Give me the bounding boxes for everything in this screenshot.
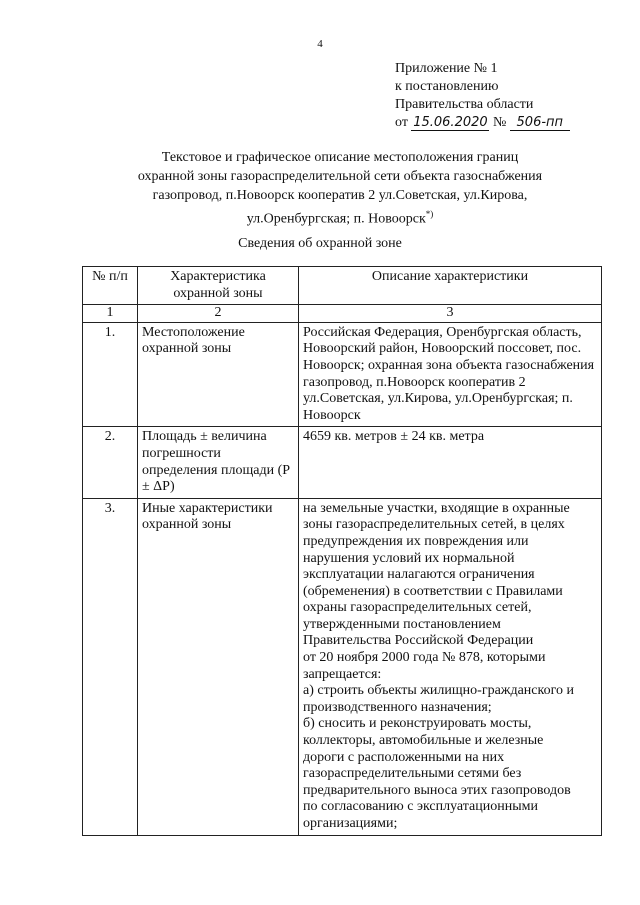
row-3-line: предупреждения их повреждения или [303,533,529,549]
column-number-3: 3 [299,305,602,323]
header-characteristic: Характеристика охранной зоны [138,267,299,305]
row-3-line: б) сносить и реконструировать мосты, [303,716,532,732]
table-row [83,427,602,498]
row-3-line: на земельные участки, входящие в охранные [303,500,570,516]
row-3-line: охраны газораспределительных сетей, [303,600,532,616]
row-3-characteristic: Иные характеристики охранной зоны [138,498,299,835]
appendix-line-1: Приложение № 1 [395,61,498,76]
row-3-line: нарушения условий их нормальной [303,550,515,566]
row-3-line: газораспределительными сетями без [303,766,522,782]
row-3-description [299,498,602,835]
row-3-line: а) строить объекты жилищно-гражданского и [303,683,574,699]
title-line-4 [60,205,620,229]
header-description: Описание характеристики [299,267,602,305]
date-prefix: от [395,115,408,130]
row-2-num: 2. [83,427,138,498]
title-line-3: газопровод, п.Новоорск кооператив 2 ул.Советская, ул.Кирова, [152,188,528,203]
appendix-line-3: Правительства области [395,97,534,112]
row-3-line: по согласованию с эксплуатационными [303,799,538,815]
header-num: № п/п [83,267,138,305]
row-3-line: запрещается: [303,666,382,682]
row-3-line: от 20 ноября 2000 года № 878, которыми [303,650,546,666]
zone-info-table [82,266,602,836]
document-title [60,148,620,229]
footnote-mark: *) [425,209,434,219]
table-row [83,498,602,835]
appendix-block [395,60,570,132]
page-number: 4 [317,38,323,50]
section-title: Сведения об охранной зоне [238,236,402,251]
row-3-line: предварительного выноса этих газопроводов [303,782,571,798]
row-2-characteristic: Площадь ± величина погрешности определения площади (P ± ΔP) [138,427,299,498]
row-3-line: производственного назначения; [303,699,492,715]
row-3-line: эксплуатации налагаются ограничения [303,567,535,583]
row-2-description: 4659 кв. метров ± 24 кв. метра [299,427,602,498]
row-3-line: зоны газораспределительных сетей, в целях [303,517,565,533]
title-line-4-text: ул.Оренбургская; п. Новоорск [246,211,426,227]
title-line-2: охранной зоны газораспределительной сети объекта газоснабжения [137,169,543,184]
table-header-row [83,267,602,305]
handwritten-number: 506-пп [510,116,570,131]
row-3-line: Правительства Российской Федерации [303,633,534,649]
row-1-description: Российская Федерация, Оренбургская область, Новоорский район, Новоорский поссовет, пос. Новоорск; охранная зона объекта газоснабжения газопровод, п.Новоорск кооператив 2 ул.Советская, ул.Кирова, ул.Оренбургская; п. Новоорск [299,322,602,427]
appendix-line-2: к постановлению [395,79,499,94]
number-prefix: № [492,115,507,130]
row-3-num: 3. [83,498,138,835]
table-row [83,322,602,427]
title-line-1: Текстовое и графическое описание местоположения границ [161,150,519,165]
column-number-2: 2 [138,305,299,323]
row-3-line: (обременения) в соответствии с Правилами [303,583,563,599]
table-column-number-row [83,305,602,323]
row-3-line: коллекторы, автомобильные и железные [303,733,544,749]
column-number-1: 1 [83,305,138,323]
row-3-line: дороги с расположенными на них [303,749,505,765]
row-3-line: организациями; [303,816,398,831]
row-3-line: утвержденными постановлением [303,616,501,632]
appendix-date-line [395,114,570,132]
handwritten-date: 15.06.2020 [413,115,488,130]
row-1-num: 1. [83,322,138,427]
row-1-characteristic: Местоположение охранной зоны [138,322,299,427]
